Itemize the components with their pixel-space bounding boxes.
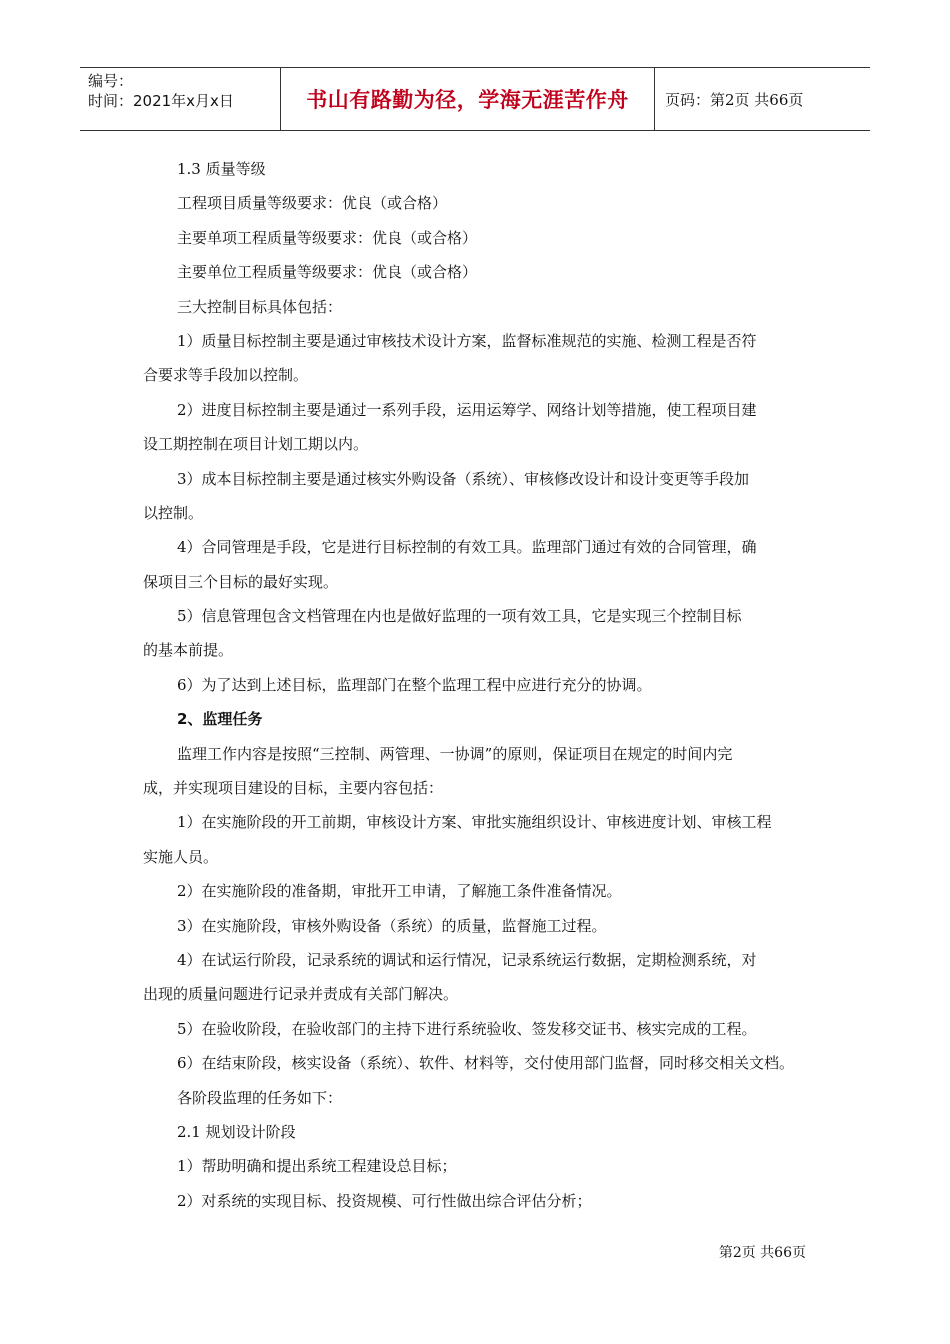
paragraph-line-first: 主要单位工程质量等级要求：优良（或合格） (177, 263, 478, 282)
paragraph (143, 737, 813, 806)
paragraph-line-first: 2）对系统的实现目标、投资规模、可行性做出综合评估分析； (177, 1191, 592, 1210)
document-body (143, 152, 813, 1218)
paragraph-line-first: 3）在实施阶段，审核外购设备（系统）的质量，监督施工过程。 (177, 916, 607, 935)
paragraph-line-first: 监理工作内容是按照“三控制、两管理、一协调”的原则，保证项目在规定的时间内完 (177, 744, 733, 763)
paragraph-line-first: 2.1 规划设计阶段 (177, 1122, 296, 1141)
header-meta (80, 68, 281, 130)
header-page-info: 页码：第2页 共66页 (665, 90, 804, 109)
paragraph-line-first: 工程项目质量等级要求：优良（或合格） (177, 194, 448, 213)
page-footer: 第2页 共66页 (718, 1245, 806, 1261)
header-motto-cell (281, 68, 655, 130)
paragraph-line-first: 1）在实施阶段的开工前期，审核设计方案、审批实施组织设计、审核进度计划、审核工程 (177, 813, 772, 832)
paragraph (143, 1149, 813, 1183)
paragraph-line-first: 5）信息管理包含文档管理在内也是做好监理的一项有效工具，它是实现三个控制目标 (177, 607, 742, 626)
document-number-label: 编号： (88, 72, 134, 90)
paragraph-line-first: 1）帮助明确和提出系统工程建设总目标； (177, 1157, 457, 1176)
paragraph-line-first: 5）在验收阶段，在验收部门的主持下进行系统验收、签发移交证书、核实完成的工程。 (177, 1019, 757, 1038)
paragraph-line-first: 6）在结束阶段，核实设备（系统）、软件、材料等，交付使用部门监督，同时移交相关文档。 (177, 1054, 795, 1073)
paragraph (143, 909, 813, 943)
document-time-label: 时间：2021年x月x日 (88, 92, 234, 110)
paragraph-line: 实施人员。 (143, 847, 219, 866)
paragraph (143, 186, 813, 220)
header-page-info-cell (655, 68, 870, 130)
paragraph-line: 成，并实现项目建设的目标，主要内容包括： (143, 779, 444, 798)
paragraph (143, 1081, 813, 1115)
paragraph-line-first: 1）质量目标控制主要是通过审核技术设计方案，监督标准规范的实施、检测工程是否符 (177, 331, 757, 350)
paragraph-line-first: 4）合同管理是手段，它是进行目标控制的有效工具。监理部门通过有效的合同管理，确 (177, 538, 757, 557)
paragraph (143, 1046, 813, 1080)
paragraph (143, 462, 813, 531)
paragraph-line-first: 各阶段监理的任务如下： (177, 1088, 343, 1107)
paragraph (143, 668, 813, 702)
paragraph-line-first: 三大控制目标具体包括： (177, 297, 343, 316)
paragraph (143, 393, 813, 462)
paragraph-line-first: 2、监理任务 (177, 710, 263, 729)
paragraph-line-first: 3）成本目标控制主要是通过核实外购设备（系统）、审核修改设计和设计变更等手段加 (177, 469, 750, 488)
paragraph-line-first: 主要单项工程质量等级要求：优良（或合格） (177, 228, 478, 247)
paragraph-line: 出现的质量问题进行记录并责成有关部门解决。 (143, 985, 459, 1004)
paragraph (143, 221, 813, 255)
paragraph-line-first: 4）在试运行阶段，记录系统的调试和运行情况，记录系统运行数据，定期检测系统，对 (177, 950, 757, 969)
paragraph (143, 943, 813, 1012)
paragraph (143, 324, 813, 393)
paragraph (143, 1115, 813, 1149)
paragraph-line-first: 2）在实施阶段的准备期，审批开工申请，了解施工条件准备情况。 (177, 882, 622, 901)
page-header (80, 67, 870, 131)
paragraph (143, 152, 813, 186)
paragraph-line-first: 2）进度目标控制主要是通过一系列手段，运用运筹学、网络计划等措施，使工程项目建 (177, 400, 757, 419)
paragraph (143, 702, 813, 736)
paragraph (143, 805, 813, 874)
paragraph-line: 设工期控制在项目计划工期以内。 (143, 435, 369, 454)
paragraph-line: 保项目三个目标的最好实现。 (143, 572, 339, 591)
paragraph (143, 1184, 813, 1218)
paragraph (143, 290, 813, 324)
paragraph-line-first: 1.3 质量等级 (177, 160, 266, 178)
paragraph (143, 255, 813, 289)
paragraph-line: 的基本前提。 (143, 641, 234, 660)
header-motto: 书山有路勤为径，学海无涯苦作舟 (306, 88, 629, 112)
paragraph-line: 合要求等手段加以控制。 (143, 366, 309, 385)
paragraph-line-first: 6）为了达到上述目标，监理部门在整个监理工程中应进行充分的协调。 (177, 675, 652, 694)
paragraph (143, 530, 813, 599)
paragraph-line: 以控制。 (143, 503, 204, 522)
paragraph (143, 874, 813, 908)
paragraph (143, 1012, 813, 1046)
paragraph (143, 599, 813, 668)
